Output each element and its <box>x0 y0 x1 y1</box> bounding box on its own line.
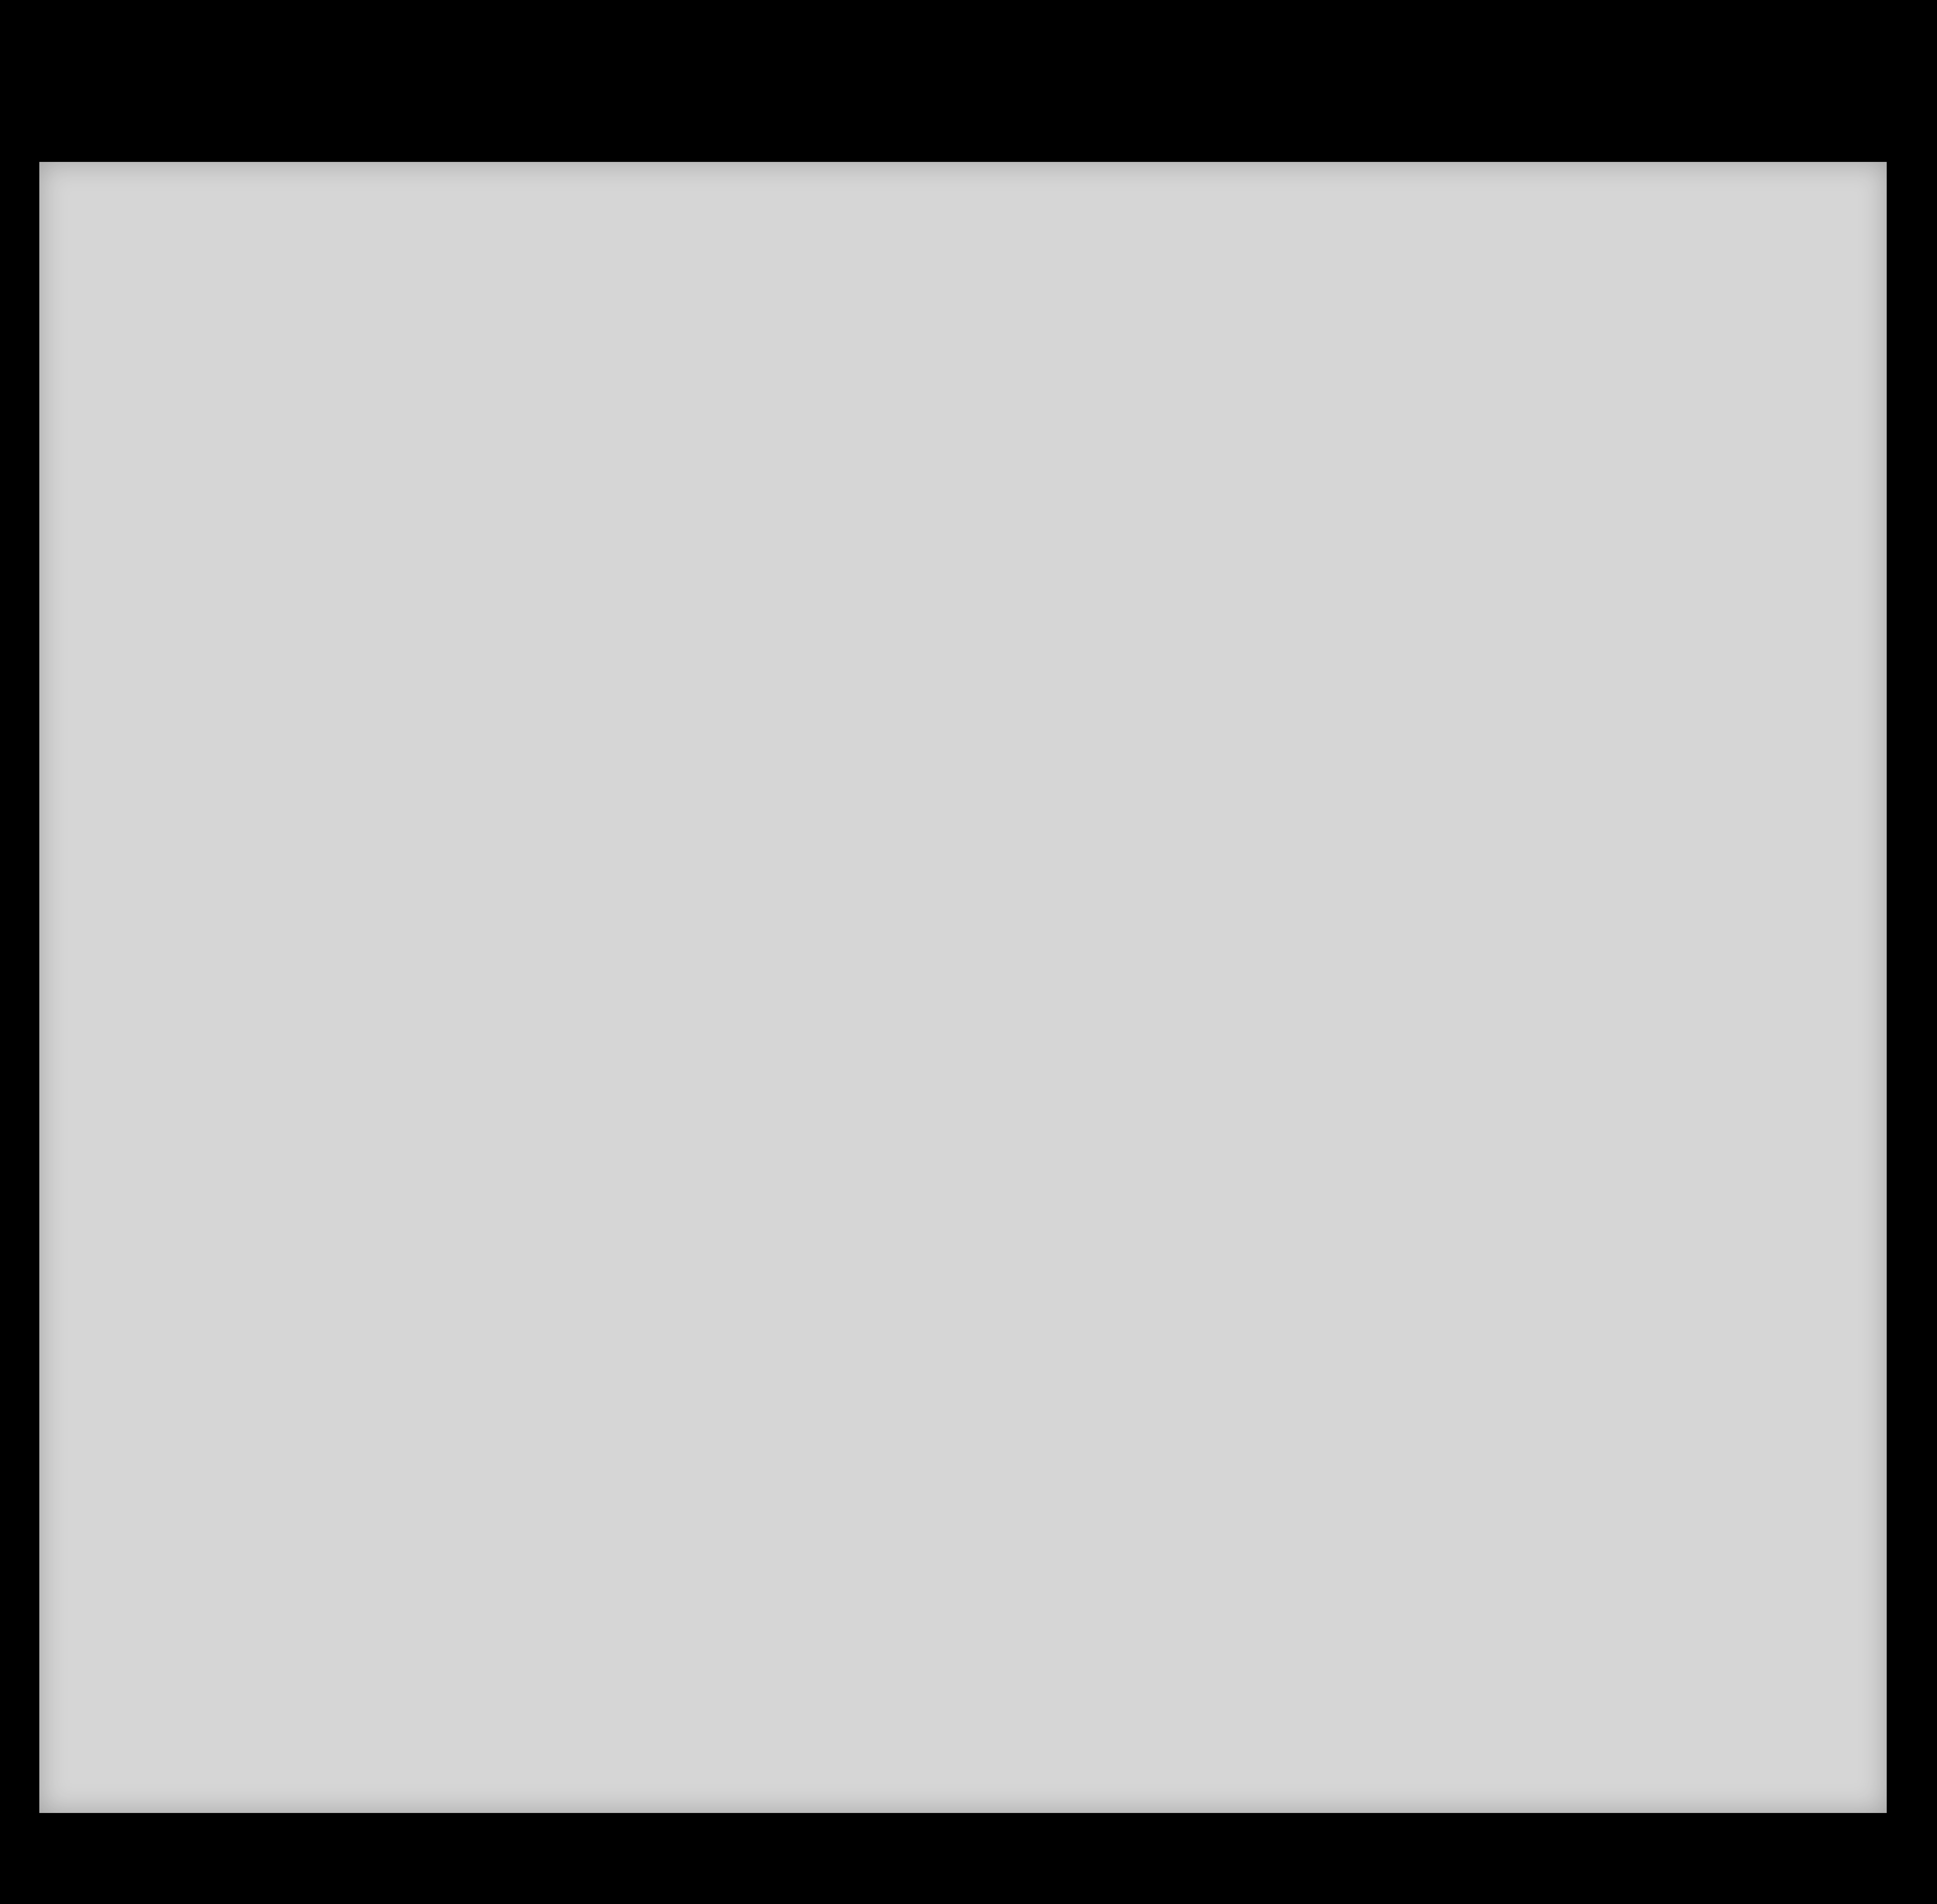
manifest-sheet <box>39 162 1887 1813</box>
table-grid <box>39 162 1887 1813</box>
